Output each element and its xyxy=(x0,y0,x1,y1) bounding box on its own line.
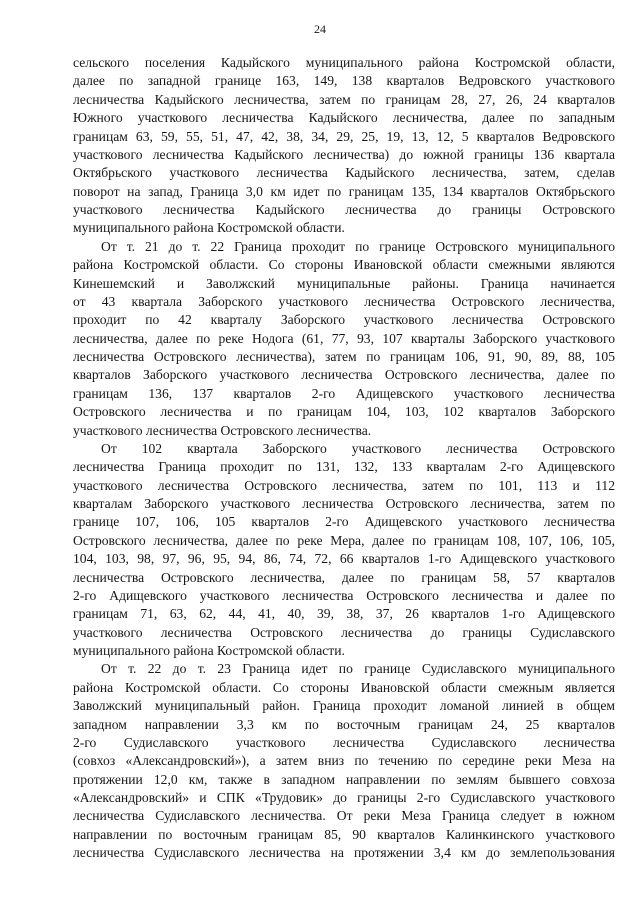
text-line: лесничества Судиславского лесничества. От реки Меза Граница следует в южном xyxy=(73,808,615,824)
text-line: лесничества Граница проходит по 131, 132, 133 кварталам 2-го Адищевского xyxy=(73,459,615,475)
document-body xyxy=(73,54,615,863)
text-line: проходит по 42 кварталу Заборского участкового лесничества Островского xyxy=(73,312,615,328)
text-line: Островского лесничества и по границам 104, 103, 102 кварталов Заборского xyxy=(73,404,615,420)
text-line: границам 71, 63, 62, 44, 41, 40, 39, 38, 37, 26 кварталов 1-го Адищевского xyxy=(73,606,615,622)
text-line: Кинешемский и Заволжский муниципальные районы. Граница начинается xyxy=(73,275,615,291)
text-line: границам 136, 137 кварталов 2-го Адищевского участкового лесничества xyxy=(73,385,615,401)
text-line: 2-го Адищевского участкового лесничества Островского лесничества и далее по xyxy=(73,587,615,603)
page-number: 24 xyxy=(314,22,326,36)
text-line: далее по западной границе 163, 149, 138 кварталов Ведровского участкового xyxy=(73,73,615,89)
text-line: кварталам Заборского участкового лесничества Островского лесничества, затем по xyxy=(73,496,615,511)
text-line: лесничества Островского лесничества, далее по границам 58, 57 кварталов xyxy=(73,569,615,585)
text-line: лесничества Судиславского лесничества на протяжении 3,4 км до землепользования xyxy=(73,845,615,861)
text-line: границе 107, 106, 105 кварталов 2-го Адищевского участкового лесничества xyxy=(73,514,615,530)
text-line: От т. 22 до т. 23 Граница идет по границе Судиславского муниципального xyxy=(101,661,615,677)
text-line: поворот на запад, Граница 3,0 км идет по границам 135, 134 кварталов Октябрьского xyxy=(73,183,615,199)
text-line: границам 63, 59, 55, 51, 47, 42, 38, 34, 29, 25, 19, 13, 12, 5 кварталов Ведровского xyxy=(73,128,615,144)
text-line: Южного участкового лесничества Кадыйского лесничества, далее по западным xyxy=(73,110,615,126)
text-line: Октябрьского участкового лесничества Кадыйского лесничества, затем, сделав xyxy=(73,165,615,181)
text-line: лесничества Кадыйского лесничества, затем по границам 28, 27, 26, 24 кварталов xyxy=(73,91,615,107)
paragraph xyxy=(73,660,615,862)
text-line: Заволжский муниципальный район. Граница проходит ломаной линией в общем xyxy=(73,698,615,714)
text-line: от 43 квартала Заборского участкового лесничества Островского лесничества, xyxy=(73,293,615,309)
text-line: западном направлении 3,3 км по восточным границам 24, 25 кварталов xyxy=(73,716,615,732)
text-line: «Александровский» и СПК «Трудовик» до границы 2-го Судиславского участкового xyxy=(73,790,615,805)
text-line: лесничества Островского лесничества), затем по границам 106, 91, 90, 89, 88, 105 xyxy=(73,349,615,364)
text-line: Островского лесничества, далее по реке Мера, далее по границам 108, 107, 106, 105, xyxy=(73,532,615,548)
text-line: кварталов Заборского участкового лесничества Островского лесничества, далее по xyxy=(73,367,615,383)
text-line: участкового лесничества Кадыйского лесничества) до южной границы 136 квартала xyxy=(73,146,615,162)
text-line: 2-го Судиславского участкового лесничества Судиславского лесничества xyxy=(73,734,615,750)
text-line: района Костромской области. Со стороны Ивановской области смежным является xyxy=(73,679,615,695)
text-line: 104, 103, 98, 97, 96, 95, 94, 86, 74, 72, 66 кварталов 1-го Адищевского участкового xyxy=(73,551,615,567)
text-line: участкового лесничества Кадыйского лесничества до границы Островского xyxy=(73,202,615,217)
text-line: направлении по восточным границам 85, 90 кварталов Калинкинского участкового xyxy=(73,826,615,842)
text-line: От 102 квартала Заборского участкового лесничества Островского xyxy=(101,440,615,456)
text-line: участкового лесничества Островского лесничества, затем по 101, 113 и 112 xyxy=(73,477,615,493)
text-line: От т. 21 до т. 22 Граница проходит по границе Островского муниципального xyxy=(101,238,615,254)
text-line: (совхоз «Александровский»), а затем вниз по течению по середине реки Меза на xyxy=(73,753,615,769)
text-line: протяжении 12,0 км, также в западном направлении по землям бывшего совхоза xyxy=(73,771,615,787)
text-line: лесничества, далее по реке Нодога (61, 77, 93, 107 кварталы Заборского участкового xyxy=(73,330,615,346)
text-line: муниципального района Костромской области. xyxy=(73,643,345,658)
paragraph xyxy=(73,54,615,238)
text-line: сельского поселения Кадыйского муниципального района Костромской области, xyxy=(73,55,615,70)
text-line: муниципального района Костромской области. xyxy=(73,220,345,236)
text-line: района Костромской области. Со стороны Ивановской области смежными являются xyxy=(73,257,615,273)
text-line: участкового лесничества Островского лесничества. xyxy=(73,422,372,438)
paragraph xyxy=(73,440,615,661)
text-line: участкового лесничества Островского лесничества до границы Судиславского xyxy=(73,624,615,640)
paragraph xyxy=(73,238,615,440)
